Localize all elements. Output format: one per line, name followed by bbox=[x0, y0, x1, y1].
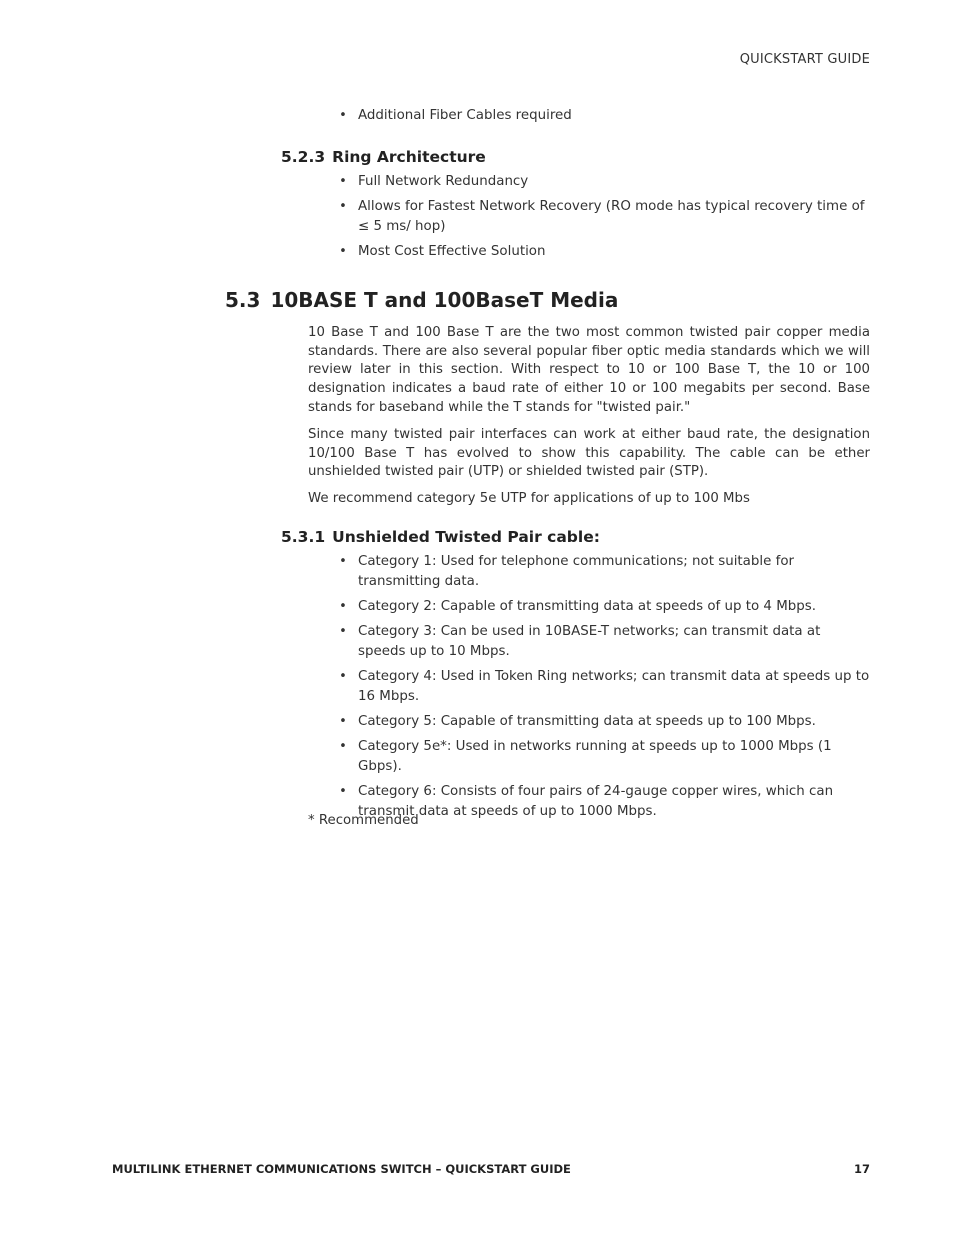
list-item: • Category 1: Used for telephone communications; not suitable for transmitting data. bbox=[339, 554, 795, 589]
paragraph-recommendation: We recommend category 5e UTP for applications of up to 100 Mbs bbox=[308, 491, 750, 506]
list-item: • Additional Fiber Cables required bbox=[339, 108, 572, 123]
list-item: • Category 5: Capable of transmitting data at speeds up to 100 Mbps. bbox=[339, 714, 816, 729]
list-item: • Category 2: Capable of transmitting data at speeds of up to 4 Mbps. bbox=[339, 599, 816, 614]
bullet-list-top bbox=[336, 106, 870, 131]
paragraph-media-intro: 10 Base T and 100 Base T are the two most common twisted pair copper media standards. There are also several popular fiber optic media standards which we will review later in this section. With respect to 10 or 100 Base T, the 10 or 100 designation indicates a baud rate of either 10 or 100 megabits per second. Base stands for baseband while the T stands for "twisted pair." bbox=[308, 325, 870, 415]
section-heading-5-3: 5.3 10BASE T and 100BaseT Media bbox=[225, 288, 619, 312]
list-item: • Allows for Fastest Network Recovery (RO mode has typical recovery time of ≤ 5 ms/ hop) bbox=[339, 199, 865, 234]
list-item: • Category 4: Used in Token Ring networks; can transmit data at speeds up to 16 Mbps. bbox=[339, 669, 870, 704]
list-item: • Category 6: Consists of four pairs of 24-gauge copper wires, which can transmit data at speeds of up to 1000 Mbps. bbox=[339, 784, 834, 819]
list-item: • Category 5e*: Used in networks running at speeds up to 1000 Mbps (1 Gbps). bbox=[339, 739, 832, 774]
page-number: 17 bbox=[853, 1162, 870, 1176]
section-heading-5-3-1: 5.3.1 Unshielded Twisted Pair cable: bbox=[281, 528, 600, 546]
bullet-list-ring bbox=[336, 172, 870, 267]
footer-title: MULTILINK ETHERNET COMMUNICATIONS SWITCH – QUICKSTART GUIDE bbox=[112, 1162, 571, 1176]
bullet-list-utp bbox=[336, 552, 870, 827]
section-heading-5-2-3: 5.2.3 Ring Architecture bbox=[281, 148, 486, 166]
list-item: • Most Cost Effective Solution bbox=[339, 244, 546, 259]
list-item: • Category 3: Can be used in 10BASE-T networks; can transmit data at speeds up to 10 Mbps. bbox=[339, 624, 821, 659]
running-header: QUICKSTART GUIDE bbox=[739, 52, 870, 67]
paragraph-baud-rate: Since many twisted pair interfaces can work at either baud rate, the designation 10/100 Base T has evolved to show this capability. The cable can be ether unshielded twisted pair (UTP) or shielded twisted pair (STP). bbox=[308, 427, 870, 480]
footnote: * Recommended bbox=[308, 813, 419, 828]
list-item: • Full Network Redundancy bbox=[339, 174, 529, 189]
